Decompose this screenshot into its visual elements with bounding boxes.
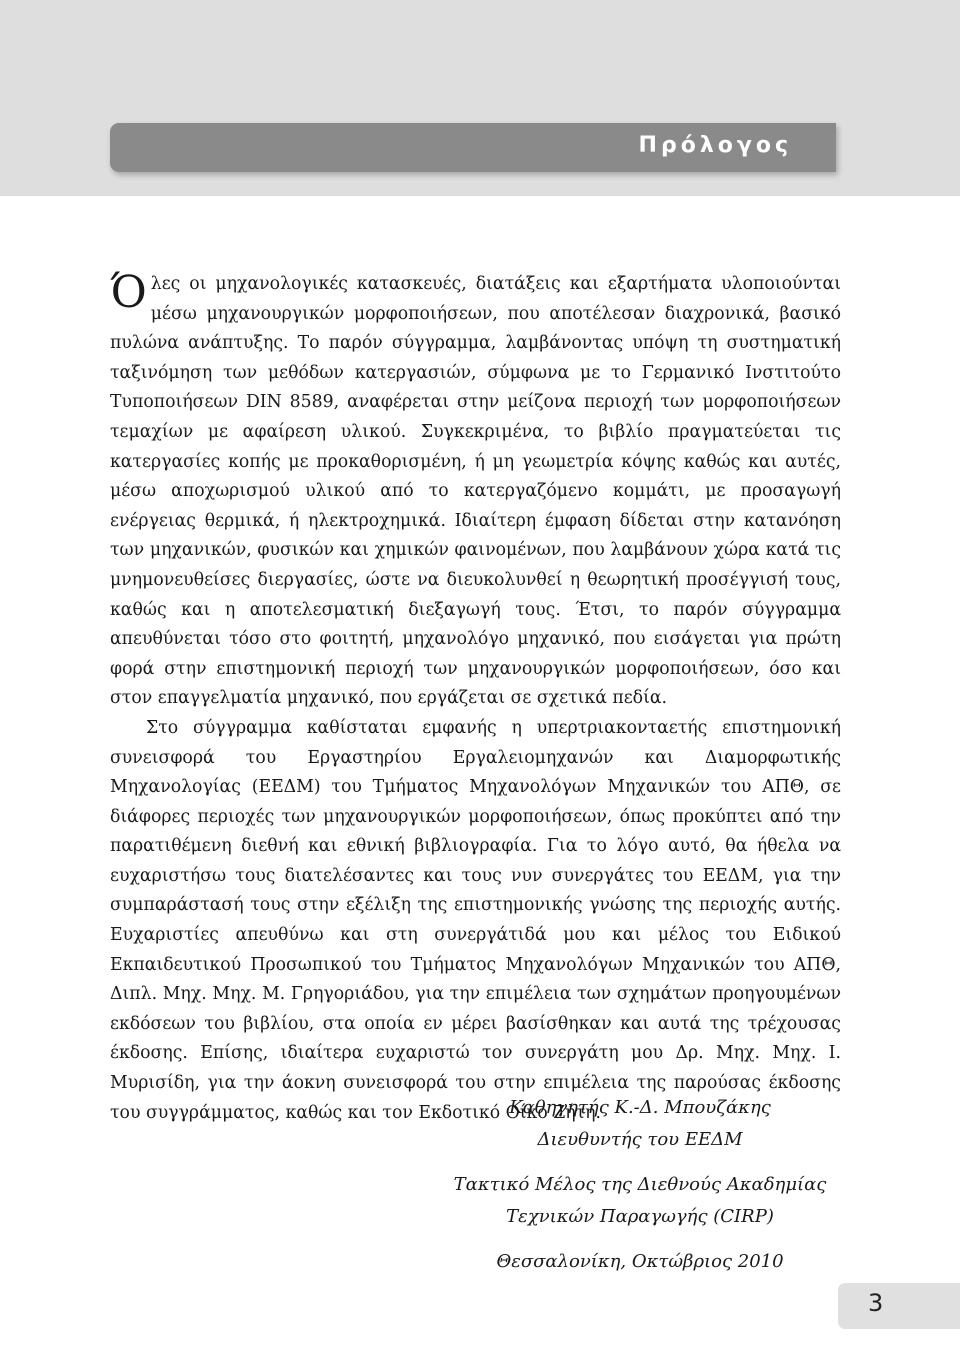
paragraph-2: Στο σύγγραμμα καθίσταται εμφανής η υπερτριακονταετής επιστημονική συνεισφορά του Εργαστηρίου Εργαλειομηχανών και Διαμορφωτικής Μηχανολογίας (ΕΕΔΜ) του Τμήματος Μηχανολόγων Μηχανικών του ΑΠΘ, σε διάφορες περιοχές των μηχανουργικών μορφοποιήσεων, όπως προκύπτει από την παρατιθέμενη διεθνή και εθνική βιβλιογραφία. Για το λόγο αυτό, θα ήθελα να ευχαριστήσω τους διατελέσαντες και τους νυν συνεργάτες του ΕΕΔΜ, για την συμπαράστασή τους στην εξέλιξη της επιστημονικής γνώσης της περιοχής αυτής. Ευχαριστίες απευθύνω και στη συνεργάτιδά μου και μέλος του Ειδικού Εκπαιδευτικού Προσωπικού του Τμήματος Μηχανολόγων Μηχανικών του ΑΠΘ, Διπλ. Μηχ. Μηχ. Μ. Γρηγοριάδου, για την επιμέλεια των σχημάτων προηγουμένων εκδόσεων του βιβλίου, στα οποία εν μέρει βασίσθηκαν και αυτά της τρέχουσας έκδοσης. Επίσης, ιδιαίτερα ευχαριστώ τον συνεργάτη μου Δρ. Μηχ. Μηχ. Ι. Μυρισίδη, για την άοκνη συνεισφορά του στην επιμέλεια της παρούσας έκδοσης του συγγράμματος, καθώς και τον Εκδοτικό Οίκο Ζήτη.: [110, 717, 841, 1123]
signature-membership-line2: Τεχνικών Παραγωγής (CIRP): [506, 1205, 774, 1227]
chapter-title-bar: [110, 123, 836, 172]
signature-block: [420, 1092, 860, 1278]
chapter-title: Πρόλογος: [638, 133, 792, 158]
signature-name: Καθηγητής Κ.-Δ. Μπουζάκης: [509, 1097, 771, 1118]
signature-membership-line1: Τακτικό Μέλος της Διεθνούς Ακαδημίας: [453, 1174, 827, 1195]
paragraph-1: Όλες οι μηχανολογικές κατασκευές, διατάξεις και εξαρτήματα υλοποιούνται μέσω μηχανουργικών μορφοποιήσεων, που αποτέλεσαν διαχρονικά, βασικό πυλώνα ανάπτυξης. Το παρόν σύγγραμμα, λαμβάνοντας υπόψη τη συστηματική ταξινόμηση των μεθόδων κατεργασιών, σύμφωνα με το Γερμανικό Ινστιτούτο Τυποποιήσεων DIN 8589, αναφέρεται στην μείζονα περιοχή των μορφοποιήσεων τεμαχίων με αφαίρεση υλικού. Συγκεκριμένα, το βιβλίο πραγματεύεται τις κατεργασίες κοπής με προκαθορισμένη, ή μη γεωμετρία κόψης καθώς και αυτές, μέσω αποχωρισμού υλικού από το κατεργαζόμενο κομμάτι, με προσαγωγή ενέργειας θερμικά, ή ηλεκτροχημικά. Ιδιαίτερη έμφαση δίδεται στην κατανόηση των μηχανικών, φυσικών και χημικών φαινομένων, που λαμβάνουν χώρα κατά τις μνημονευθείσες διεργασίες, ώστε να διευκολυνθεί η θεωρητική προσέγγισή τους, καθώς και η αποτελεσματική διεξαγωγή τους. Έτσι, το παρόν σύγγραμμα απευθύνεται τόσο στο φοιτητή, μηχανολόγο μηχανικό, που εισάγεται για πρώτη φορά στην επιστημονική περιοχή των μηχανουργικών μορφοποιήσεων, όσο και στον επαγγελματία μηχανικό, που εργάζεται σε σχετικά πεδία.: [110, 267, 841, 709]
page-number-tab: [838, 1283, 960, 1329]
page-number: 3: [868, 1289, 884, 1317]
signature-role: Διευθυντής του ΕΕΔΜ: [537, 1128, 743, 1150]
signature-place-date: Θεσσαλονίκη, Οκτώβριος 2010: [496, 1251, 784, 1272]
preface-body: [110, 267, 841, 1128]
